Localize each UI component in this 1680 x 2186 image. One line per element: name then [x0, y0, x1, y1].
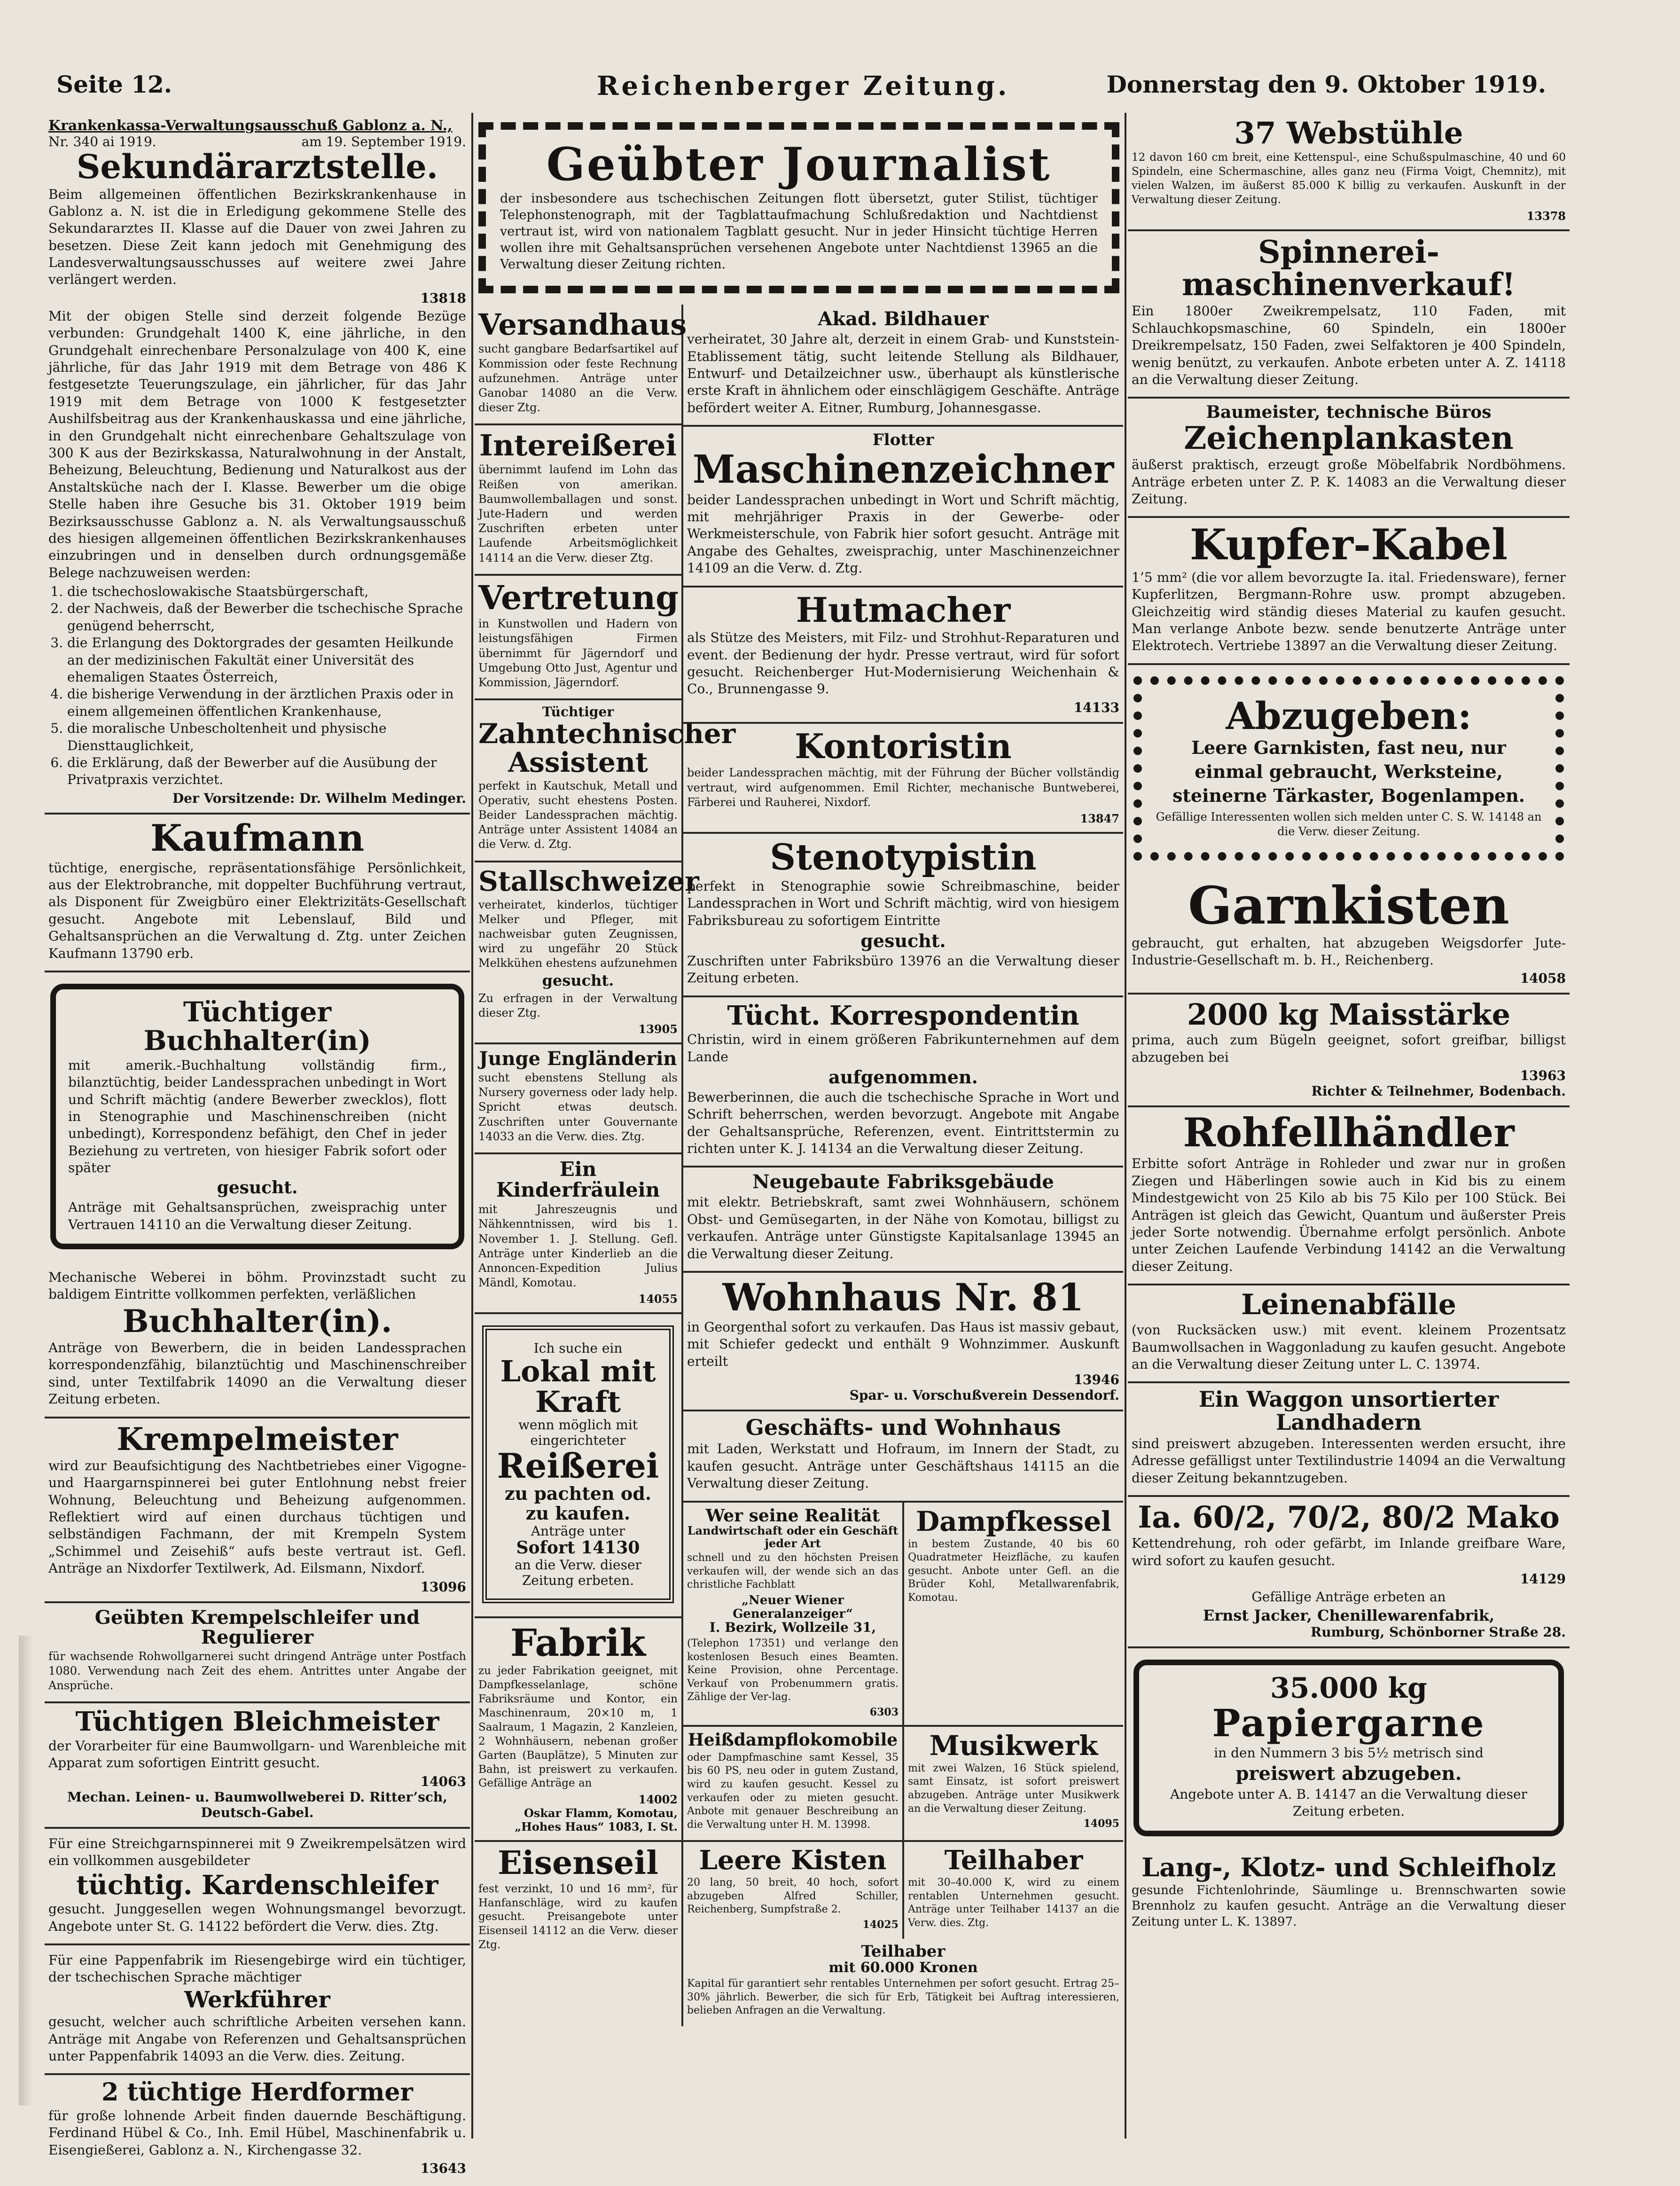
ad-lokomobile: [683, 1727, 904, 1842]
ad-title: Ia. 60/2, 70/2, 80/2 Mako: [1138, 1500, 1560, 1536]
ad-body: Mit der obigen Stelle sind derzeit folgende Bezüge verbunden: Grundgehalt 1400 K, eine jährliche, in den Grundgehalt einrechenbare Personalzulage von 400 K, eine jährliche, für das Jahr 1919 mit dem Betrage von 486 K festgesetzte Teuerungszulage, ein jährlicher, für das Jahr 1919 mit dem Betrage von 1000 K festgesetzter Aushilfsbeitrag aus der Krankenhauskassa und eine jährliche, in den Grundgehalt nicht einrechenbare Gehaltszulage von 300 K aus der Bezirkskassa, Naturalwohnung in der Anstalt, Beheizung, Beleuchtung, Bedienung und Naturalkost aus der Anstaltsküche nach der I. Klasse. Bewerber um die obige Stelle haben ihre Gesuche bis 31. Oktober 1919 beim Bezirksausschusse Gablonz a. N. als Verwaltungsausschuß des hiesigen allgemeinen öffentlichen Bezirkskrankenhauses einzubringen und in denselben durch ordnungsgemäße Belege nachzuweisen werden:: [48, 308, 466, 580]
ad-body: Anträge von Bewerbern, die in beiden Landessprachen korrespondenzfähig, bilanztüchtig und Maschinenschreiber sind, unter Textilfabrik 14090 an die Verwaltung dieser Zeitung erbeten.: [48, 1340, 466, 1407]
ad-title: Geübten Krempelschleifer und Regulierer: [94, 1606, 420, 1648]
ad-maschinenzeichner: [683, 427, 1123, 587]
ad-title: Heißdampflokomobile: [688, 1730, 898, 1750]
ad-body: beider Landessprachen mächtig, mit der Führung der Bücher vollständig vertraut, wird aufgenommen. Emil Richter, mechanische Buntweberei, Färberei und Rauherei, Nixdorf.: [687, 766, 1119, 809]
ad-title: Rohfellhändler: [1183, 1109, 1515, 1156]
ad-vertretung: [475, 576, 681, 700]
ad-title: Tüchtigen Bleichmeister: [75, 1706, 439, 1738]
page-header: [56, 71, 1546, 108]
ad-title: Papiergarne: [1212, 1700, 1485, 1745]
ad-title: Eisenseil: [498, 1844, 658, 1882]
ad-maisstaerke: [1128, 995, 1570, 1107]
checkered-frame: [1133, 676, 1564, 861]
ad-geschaeftshaus: [683, 1411, 1123, 1502]
ad-line: Anträge unter: [531, 1523, 625, 1539]
rounded-frame: [1133, 1660, 1564, 1836]
ad-title: Lang-, Klotz- und Schleifholz: [1141, 1852, 1556, 1882]
ad-title: Stenotypistin: [770, 836, 1037, 878]
ad-title: Buchhalter(in).: [122, 1302, 392, 1340]
ad-stenotypistin: [683, 834, 1123, 997]
ad-musikwerk: [904, 1727, 1123, 1842]
ad-title: Zahntechnischer Assistent: [478, 717, 736, 778]
ad-body: verheiratet, 30 Jahre alt, derzeit in einem Grab- und Kunststein-Etablissement tätig, sucht leitende Stellung als Bildhauer, Entwurf- und Detailzeichner usw., überhaupt als künstlerische erste Kraft in ähnlichem oder einschlägigem Geschäfte. Anträge befördert weiter A. Eitner, Rumburg, Johannesgasse.: [687, 331, 1119, 415]
ad-body: 20 lang, 50 breit, 40 hoch, sofort abzugeben Alfred Schiller, Reichenberg, Sumpfstraße 2.: [687, 1877, 899, 1916]
ad-signature: Oskar Flamm, Komotau, „Hohes Haus“ 1083, I. St.: [515, 1806, 678, 1834]
ad-code: 14055: [638, 1292, 678, 1306]
ad-title: Hutmacher: [796, 589, 1011, 630]
ad-body: schnell und zu den höchsten Preisen verkaufen will, der wende sich an das christliche Fachblatt: [687, 1552, 899, 1591]
list-item: 3. die Erlangung des Doktorgrades der gesamten Heilkunde an der medizinischen Fakultät einer Universität des ehemaligen Staates Österreich,: [67, 635, 466, 686]
ad-body: gesucht. Junggesellen wegen Wohnungsmangel bevorzugt. Angebote unter St. G. 14122 befördert die Verw. dies. Ztg.: [48, 1901, 466, 1934]
ad-kardenschleifer: [45, 1829, 470, 1945]
list-item: 1. die tschechoslowakische Staatsbürgerschaft,: [67, 583, 466, 600]
ad-pair: [683, 1503, 1123, 1727]
ad-schleifholz: [1128, 1849, 1570, 1939]
ad-code: 13643: [420, 2161, 466, 2177]
ad-footer: Angebote unter A. B. 14147 an die Verwaltung dieser Zeitung erbeten.: [1170, 1786, 1527, 1819]
ad-pair: [683, 1842, 1123, 1938]
ad-body: perfekt in Kautschuk, Metall und Operativ, sucht ehestens Posten. Beider Landessprachen mächtig. Anträge unter Assistent 14084 an die Verw. d. Ztg.: [478, 779, 678, 851]
list-item: 2. der Nachweis, daß der Bewerber die tschechische Sprache genügend beherrscht,: [67, 600, 466, 635]
ad-footer: Gefällige Interessenten wollen sich melden unter C. S. W. 14148 an die Verw. dieser Zeitung.: [1156, 810, 1542, 838]
ad-body: der insbesondere aus tschechischen Zeitungen flott übersetzt, guter Stilist, tüchtiger Telephonstenograph, mit der Tagblattaufmachung Schlußredaktion und Nachtdienst vertraut ist, wird von nationalem Tagblatt gesucht. Nur in jeder Hinsicht tüchtige Herren wollen ihre mit Gehaltsansprüchen versehenen Angebote unter Nachtdienst 13965 an die Verwaltung dieser Zeitung richten.: [500, 191, 1098, 272]
ad-signature: Ernst Jacker, Chenillewarenfabrik,: [1203, 1606, 1495, 1625]
list-item: 4. die bisherige Verwendung in der ärztlichen Praxis oder in einem allgemeinen öffentlichen Krankenhause,: [67, 686, 466, 720]
ad-title: Geschäfts- und Wohnhaus: [745, 1415, 1061, 1441]
ad-code: 13946: [1073, 1372, 1119, 1388]
ad-krempelschleifer: [45, 1603, 470, 1704]
issue-date: Donnerstag den 9. Oktober 1919.: [1106, 71, 1546, 98]
ad-body: in bestem Zustande, 40 bis 60 Quadratmeter Heizfläche, zu kaufen gesucht. Anbote unter Gefl. an die Brüder Kohl, Metallwarenfabrik, Komotau.: [908, 1538, 1119, 1604]
ad-wohnhaus: [683, 1273, 1123, 1411]
requirements-list: [67, 583, 466, 789]
ad-body: in Georgenthal sofort zu verkaufen. Das Haus ist massiv gebaut, mit Schiefer gedeckt und enthält 9 Wohnzimmer. Auskunft erteilt: [687, 1319, 1119, 1369]
ad-spinnerei: [1128, 231, 1570, 399]
ad-mako: [1128, 1497, 1570, 1648]
ad-stallschweizer: [475, 862, 699, 1044]
ad-title: Junge Engländerin: [479, 1048, 677, 1070]
ad-kontoristin: [683, 724, 1123, 834]
ad-body: oder Dampfmaschine samt Kessel, 35 bis 60 PS, neu oder in gutem Zustand, wird zu kaufen gesucht. Kessel zu verkaufen oder zu mieten gesucht. Anbote mit genauer Beschreibung an die Verwaltung unter H. M. 13998.: [687, 1751, 899, 1831]
ad-amount: mit 60.000 Kronen: [828, 1959, 978, 1976]
ad-teilhaber: [904, 1842, 1123, 1938]
ad-code: 14133: [1073, 699, 1119, 715]
ad-code: 13905: [638, 1022, 678, 1036]
ad-code: 13847: [1080, 811, 1119, 825]
ad-garnkisten: [1128, 874, 1570, 995]
ad-werkfuehrer: [45, 1945, 470, 2075]
ad-pair: [683, 1727, 1123, 1842]
ad-buchhalter-box: [45, 972, 470, 1262]
column-2: [475, 113, 1123, 2139]
ad-title: Maschinenzeichner: [692, 447, 1114, 492]
ad-footer: Zu erfragen in der Verwaltung dieser Ztg.: [478, 991, 678, 1019]
ad-address: Rumburg, Schönborner Straße 28.: [1311, 1624, 1566, 1640]
ad-body: mit zwei Walzen, 16 Stück spielend, samt Einsatz, ist sofort preiswert abzugeben. Anträge unter Musikwerk an die Verwaltung dieser Zeitung.: [908, 1762, 1119, 1815]
subcolumn-right: [683, 305, 1123, 2026]
ad-korrespondentin: [683, 997, 1123, 1168]
ad-title: Teilhaber: [861, 1942, 945, 1961]
ad-title: Garnkisten: [1188, 875, 1509, 936]
ad-line: Ich suche ein: [533, 1340, 623, 1356]
ad-title: Versandhaus: [478, 307, 687, 342]
ad-code: 14058: [1520, 971, 1566, 987]
ad-title: Lokal mit Kraft: [500, 1354, 656, 1419]
ad-body: 1’5 mm² (die vor allem bevorzugte Ia. ital. Friedensware), ferner Kupferlitzen, Bergmann-Rohre usw. prompt abzugeben. Gleichzeitig wird ständig dieses Material zu kaufen gesucht. Man verlange Anbote bezw. sende benutzerte Anträge unter Elektrotech. Vertriebe 13897 an die Verwaltung dieser Zeitung.: [1132, 569, 1566, 654]
ad-versandhaus: [475, 305, 687, 425]
column-rule: [1125, 113, 1126, 2139]
ad-leinenabfaelle: [1128, 1285, 1570, 1383]
ad-body: als Stütze des Meisters, mit Filz- und Strohhut-Reparaturen und event. der Bedienung der hydr. Presse vertraut, wird für sofort gesucht. Reichenberger Hut-Modernisierung Weichenhain & Co., Brunnengasse 9.: [687, 630, 1119, 697]
ad-sekundararzt: [45, 113, 470, 815]
ad-lokal: [475, 1314, 681, 1618]
ad-code: 13378: [1526, 209, 1566, 223]
ad-line: zu pachten od. zu kaufen.: [504, 1483, 652, 1524]
ad-body: mit Laden, Werkstatt und Hofraum, im Innern der Stadt, zu kaufen gesucht. Anträge unter Geschäftshaus 14115 an die Verwaltung dieser Zeitung.: [687, 1441, 1119, 1491]
ad-abzugeben: [1128, 665, 1570, 874]
ad-body: sucht gangbare Bedarfsartikel auf Kommission oder feste Rechnung aufzunehmen. Anträge unter Ganobar 14080 an die Verw. dieser Ztg.: [478, 342, 678, 415]
ad-realitaet: [683, 1503, 904, 1727]
ad-intro: Mechanische Weberei in böhm. Provinzstadt sucht zu baldigem Eintritte vollkommen perfekten, verläßlichen: [48, 1269, 466, 1302]
ad-title: Werkführer: [184, 1986, 330, 2013]
ad-waggon: [1128, 1383, 1570, 1497]
ad-body: in Kunstwollen und Hadern von leistungsfähigen Firmen übernimmt für Jägerndorf und Umgebung Otto Just, Agentur und Kommission, Jägerndorf.: [478, 617, 678, 689]
ad-intro: Baumeister, technische Büros: [1206, 402, 1492, 423]
ad-title: Teilhaber: [944, 1845, 1083, 1876]
ad-body: sind preiswert abzugeben. Interessenten werden ersucht, ihre Adresse gefälligst unter Textilindustrie 14094 an die Verwaltung dieser Zeitung bekanntzugeben.: [1132, 1435, 1566, 1486]
ad-body: prima, auch zum Bügeln geeignet, sofort greifbar, billigst abzugeben bei: [1132, 1032, 1566, 1065]
ad-intro: Für eine Streichgarnspinnerei mit 9 Zweikrempelsätzen wird ein vollkommen ausgebildeter: [48, 1835, 466, 1869]
ad-title: Neugebaute Fabriksgebäude: [752, 1171, 1054, 1193]
ad-title: Ein Kinderfräulein: [496, 1157, 660, 1202]
ad-kupfer-kabel: [1128, 518, 1570, 665]
ad-body: zu jeder Fabrikation geeignet, mit Dampfkesselanlage, schöne Fabriksräume und Kontor, ein Maschinenraum, 20×10 m, 1 Saalraum, 1 Magazin, 2 Kanzleien, 2 Wohnhäusern, nebenan großer Garten (Bauplätze), 5 Minuten zur Bahn, ist preiswert zu verkaufen. Gefällige Anträge an: [478, 1665, 678, 1790]
ad-body: in den Nummern 3 bis 5½ metrisch sind: [1214, 1745, 1484, 1761]
ad-title: Intereißerei: [479, 428, 677, 463]
page-number: Seite 12.: [56, 71, 172, 98]
ad-body: wird zur Beaufsichtigung des Nachtbetriebes einer Vigogne- und Haargarnspinnerei bei guter Entlohnung nebst freier Wohnung, Beleuchtung und Beheizung aufgenommen. Reflektiert wird auf einen durchaus tüchtigen und selbständigen Fachmann, der mit Krempeln System „Schimmel und Zeisehiß“ aufs beste vertraut ist. Gefl. Anträge an Nixdorfer Textilwerk, Ad. Eilsmann, Nixdorf.: [48, 1457, 466, 1576]
ad-body: gesunde Fichtenlohrinde, Säumlinge u. Brennschwarten sowie Brennholz zu kaufen gesucht. Anträge an die Verwaltung dieser Zeitung unter L. K. 13897.: [1132, 1883, 1566, 1929]
ad-body: Christin, wird in einem größeren Fabrikunternehmen auf dem Lande: [687, 1032, 1119, 1065]
ad-herdformer: [45, 2075, 470, 2183]
ad-emphasis: gesucht.: [217, 1177, 298, 1198]
ad-items: Leere Garnkisten, fast neu, nur einmal gebraucht, Werksteine, steinerne Tärkaster, Bogenlampen.: [1172, 737, 1525, 807]
ad-bildhauer: [683, 305, 1123, 427]
ad-title: Reißerei: [497, 1446, 659, 1486]
ad-title: Kupfer-Kabel: [1189, 520, 1508, 570]
ad-body: mit Jahreszeugnis und Nähkenntnissen, wird bis 1. November 1. J. Stellung. Gefl. Anträge unter Kinderlieb an die Annoncen-Expedition Julius Mändl, Komotau.: [478, 1203, 678, 1290]
column-frame: [482, 1325, 674, 1603]
ad-title: Vertretung: [478, 578, 679, 617]
ad-title: Tüchtiger Buchhalter(in): [143, 996, 371, 1057]
ad-krempelmeister: [45, 1418, 470, 1603]
ad-subtitle: Landwirtschaft oder ein Geschäft jeder Art: [687, 1524, 899, 1550]
ad-teilhaber-60000: [683, 1939, 1123, 2026]
ad-title: Leere Kisten: [699, 1845, 887, 1876]
ad-title: Wer seine Realität: [705, 1505, 880, 1526]
ad-title: Stallschweizer: [478, 865, 699, 897]
ad-body: für wachsende Rohwollgarnerei sucht dringend Anträge unter Postfach 1080. Verwendung nach Zeit des ehem. Antrittes unter Angabe der Ansprüche.: [48, 1649, 466, 1692]
ad-body: Kettendrehung, roh oder gefärbt, im Inlande greifbare Ware, wird sofort zu kaufen gesucht.: [1132, 1536, 1566, 1568]
ad-webstuehle: [1128, 113, 1570, 231]
ad-org: Krankenkassa-Verwaltungsausschuß Gablonz a. N.,: [48, 118, 453, 134]
ad-code: 14002: [638, 1793, 678, 1807]
ad-code: 13963: [1520, 1068, 1566, 1084]
ad-journalist: [475, 113, 1123, 305]
ad-body: (Telephon 17351) und verlange den kostenlosen Besuch eines Beamten. Keine Provision, ohne Percentage. Verkauf von Probenummern gratis. Zählige der Ver-lag.: [687, 1638, 899, 1703]
masthead: Reichenberger Zeitung.: [597, 71, 1010, 102]
ad-title: Spinnerei-maschinenverkauf!: [1182, 233, 1516, 303]
ad-title: Musikwerk: [929, 1729, 1098, 1762]
ad-title: Tücht. Korrespondentin: [727, 1000, 1079, 1031]
ad-body: Erbitte sofort Anträge in Rohleder und zwar nur in großen Ziegen und Häberlingen sowie auch in Kid bis zu einem Mindestgewicht von 25 Kilo ab bis 75 Kilo per 100 Stück. Bei Anträgen ist gleich das Gewicht, Quantum und äußerster Preis jeder Sorte notwendig. Übernahme erfolgt persönlich. Anbote unter Zeichen Laufende Verbindung 14142 an die Verwaltung dieser Zeitung.: [1132, 1156, 1566, 1274]
ad-body: verheiratet, kinderlos, tüchtiger Melker und Pfleger, mit nachweisbar guten Zeugnissen, wird zu ungefähr 20 Stück Melkkühen ehestens aufzunehmen: [478, 898, 678, 970]
ad-code: 13096: [420, 1579, 466, 1595]
ad-title: 37 Webstühle: [1234, 116, 1463, 151]
ad-title: Krempelmeister: [117, 1420, 398, 1457]
ad-body: mit elektr. Betriebskraft, samt zwei Wohnhäusern, schönem Obst- und Gemüsegarten, in der Nähe von Komotau, billigst zu verkaufen. Anträge unter Günstigste Kapitalsanlage 13945 an die Verwaltung dieser Zeitung.: [687, 1194, 1119, 1261]
ad-body: Ein 1800er Zweikrempelsatz, 110 Faden, mit Schlauchkopsmaschine, 60 Spindeln, ein 1800er Dreikrempelsatz, 150 Faden, zwei Selfaktoren je 400 Spindeln, wenig benützt, zu verkaufen. Anbote erbeten unter A. Z. 14118 an die Verwaltung dieser Zeitung.: [1132, 303, 1566, 387]
ad-body: mit amerik.-Buchhaltung vollständig firm., bilanztüchtig, beider Landessprachen unbedingt in Wort und Schrift mächtig (andere Bewerber zwecklos), flott in Stenographie und Maschinenschreiben (nicht unbedingt), Korrespondenz befähigt, den Chef in jeder Beziehung zu vertreten, von hiesiger Fabrik sofort oder später: [68, 1057, 446, 1176]
ad-title: 2000 kg Maisstärke: [1187, 997, 1511, 1032]
ad-fabrik: [475, 1618, 681, 1842]
ad-code: 14095: [1083, 1818, 1119, 1830]
ad-body: 12 davon 160 cm breit, eine Kettenspul-, eine Schußspulmaschine, 40 und 60 Spindeln, eine Schermaschine, alles ganz neu (Firma Voigt, Chemnitz), mit vielen Walzen, im äußerst 85.000 K billig zu verkaufen. Auskunft in der Verwaltung dieser Zeitung.: [1132, 151, 1566, 206]
ad-code: 14025: [862, 1918, 899, 1931]
ad-footer: Zuschriften unter Fabriksbüro 13976 an die Verwaltung dieser Zeitung erbeten.: [687, 953, 1119, 986]
ad-title: Ein Waggon unsortierter Landhadern: [1198, 1387, 1499, 1435]
ad-code: 6303: [869, 1706, 899, 1718]
ad-name: „Neuer Wiener Generalanzeiger“: [733, 1593, 853, 1621]
ad-body: fest verzinkt, 10 und 16 mm², für Hanfanschläge, wird zu kaufen gesucht. Preisangebote unter Eisenseil 14112 an die Verw. dieser Ztg.: [478, 1882, 678, 1951]
ad-rohfellhaendler: [1128, 1107, 1570, 1285]
ad-body: übernimmt laufend im Lohn das Reißen von amerikan. Baumwollemballagen und sonst. Jute-Hadern und werden Zuschriften erbeten unter Laufende Arbeitsmöglichkeit 14114 an die Verw. dieser Ztg.: [478, 463, 678, 564]
ad-body: für große lohnende Arbeit finden dauernde Beschäftigung. Ferdinand Hübel & Co., Inh. Emil Hübel, Maschinenfabrik u. Eisengießerei, Gablonz a. N., Kirchengasse 32.: [48, 2108, 466, 2158]
zigzag-frame: [478, 122, 1119, 293]
ad-title: 35.000 kg: [1270, 1671, 1428, 1705]
ad-zeichenplankasten: [1128, 399, 1570, 518]
rounded-frame: [50, 984, 464, 1249]
list-item: 6. die Erklärung, daß der Bewerber auf die Ausübung der Privatpraxis verzichtet.: [67, 754, 466, 789]
ad-body: gesucht, welcher auch schriftliche Arbeiten versehen kann. Anträge mit Angabe von Referenzen und Gehaltsansprüchen unter Pappenfabrik 14093 an die Verw. dies. Zeitung.: [48, 2014, 466, 2064]
ad-line: wenn möglich mit eingerichteter: [518, 1417, 638, 1449]
ad-body: (von Rucksäcken usw.) mit event. kleinem Prozentsatz Baumwollsachen in Waggonladung zu kaufen gesucht. Angebote an die Verwaltung dieser Zeitung unter L. C. 13974.: [1132, 1322, 1566, 1372]
ad-signature: Der Vorsitzende: Dr. Wilhelm Medinger.: [172, 790, 466, 806]
ad-date: am 19. September 1919.: [301, 134, 466, 149]
ad-footer: Anträge mit Gehaltsansprüchen, zweisprachig unter Vertrauen 14110 an die Verwaltung dieser Zeitung.: [68, 1199, 446, 1232]
ad-signature: Richter & Teilnehmer, Bodenbach.: [1311, 1083, 1566, 1099]
ad-title: Kaufmann: [150, 816, 365, 860]
subcolumns: [475, 305, 1123, 2026]
ad-englaenderin: [475, 1044, 681, 1154]
ad-body: mit 30–40.000 K, wird zu einem rentablen Unternehmen gesucht. Anträge unter Teilhaber 14137 an die Verw. dies. Ztg.: [908, 1877, 1119, 1929]
ad-fabriksgebaeude: [683, 1167, 1123, 1273]
ad-body: tüchtige, energische, repräsentationsfähige Persönlichkeit, aus der Elektrobranche, mit doppelter Buchführung vertraut, als Disponent für Zweigbüro einer Elektrizitäts-Gesellschaft gesucht. Angebote mit Lebenslauf, Bild und Gehaltsansprüchen an die Verwaltung d. Ztg. unter Zeichen Kaufmann 13790 erb.: [48, 860, 466, 961]
ad-code: 13818: [420, 290, 466, 306]
ad-title: 2 tüchtige Herdformer: [102, 2078, 413, 2107]
subcolumn-left: [475, 305, 736, 2026]
ad-code: Sofort 14130: [516, 1537, 640, 1558]
ad-title: Zeichenplankasten: [1184, 419, 1514, 456]
ad-title: Dampfkessel: [915, 1505, 1112, 1537]
ad-reisserei: [475, 425, 681, 575]
ad-title: Fabrik: [510, 1621, 646, 1665]
ad-kinderfraeulein: [475, 1154, 681, 1314]
ad-kaufmann: [45, 815, 470, 972]
column-1: [45, 113, 470, 2177]
ad-body: perfekt in Stenographie sowie Schreibmaschine, beider Landessprachen in Wort und Schrift mächtig, wird von hiesigem Fabriksbureau zu sofortigem Eintritte: [687, 878, 1119, 928]
ad-leere-kisten: [683, 1842, 904, 1938]
ad-title: Akad. Bildhauer: [818, 308, 989, 330]
ad-title: Kontoristin: [795, 726, 1012, 766]
ad-title: tüchtig. Kardenschleifer: [76, 1869, 438, 1901]
ad-body: der Vorarbeiter für eine Baumwollgarn- und Warenbleiche mit Apparat zum sofortigen Eintritt gesucht.: [48, 1738, 466, 1771]
ad-code: 14063: [420, 1773, 466, 1789]
page-fold-shadow: [19, 1636, 33, 2106]
ad-emphasis: gesucht.: [860, 930, 946, 951]
ad-title: Wohnhaus Nr. 81: [722, 1275, 1084, 1320]
ad-signature: Spar- u. Vorschußverein Dessendorf.: [849, 1387, 1119, 1403]
ad-intro: Für eine Pappenfabrik im Riesengebirge wird ein tüchtiger, der tschechischen Sprache mächtiger: [48, 1952, 466, 1985]
ad-line: an die Verw. dieser Zeitung erbeten.: [515, 1557, 641, 1589]
ad-signature: Mechan. Leinen- u. Baumwollweberei D. Ritter’sch, Deutsch-Gabel.: [67, 1789, 448, 1820]
ad-papiergarne: [1128, 1648, 1570, 1849]
ad-address: I. Bezirk, Wollzeile 31,: [709, 1620, 876, 1636]
ad-emphasis: gesucht.: [542, 972, 614, 990]
ad-hutmacher: [683, 588, 1123, 724]
ad-body: Beim allgemeinen öffentlichen Bezirkskrankenhause in Gablonz a. N. ist die in Erledigung gekommene Stelle des Sekundararztes II. Klasse auf die Dauer von zwei Jahren zu besetzen. Diese Zeit kann jedoch mit Genehmigung des Landesverwaltungsausschusses auf weitere zwei Jahre verlängert werden.: [48, 186, 466, 288]
ad-body: Kapital für garantiert sehr rentables Unternehmen per sofort gesucht. Ertrag 25–30% jährlich. Bewerber, die sich für Erb, Tätigkeit bei Auftrag interessieren, belieben Anfragen an die Verwaltung.: [687, 1978, 1119, 2017]
ad-footer: Bewerberinnen, die auch die tschechische Sprache in Wort und Schrift beherrschen, werden bevorzugt. Angebote mit Angabe der Gehaltsansprüche, Referenzen, event. Eintrittstermin zu richten unter K. J. 14134 an die Verwaltung dieser Zeitung.: [687, 1089, 1119, 1157]
ad-body: äußerst praktisch, erzeugt große Möbelfabrik Nordböhmens. Anträge erbeten unter Z. P. K. 14083 an die Verwaltung dieser Zeitung.: [1132, 457, 1566, 507]
ad-eisenseil: [475, 1842, 681, 1961]
ad-dampfkessel: [904, 1503, 1123, 1727]
ad-intro: Tüchtiger: [542, 704, 614, 720]
ad-emphasis: aufgenommen.: [828, 1066, 978, 1088]
ad-footer: Gefällige Anträge erbeten an: [1251, 1589, 1446, 1605]
ad-body: gebraucht, gut erhalten, hat abzugeben Weigsdorfer Jute-Industrie-Gesellschaft m. b. H., Reichenberg.: [1132, 935, 1566, 968]
ad-zahntechniker: [475, 700, 736, 862]
ad-code: 14129: [1520, 1571, 1566, 1587]
ad-buchhalter: [45, 1262, 470, 1418]
ad-body: sucht ebenstens Stellung als Nursery governess oder lady help. Spricht etwas deutsch. Zuschriften unter Gouvernante 14033 an die Verw. dies. Ztg.: [478, 1071, 678, 1143]
ad-title: Leinenabfälle: [1241, 1288, 1456, 1322]
column-3: [1128, 113, 1570, 2139]
list-item: 5. die moralische Unbescholtenheit und physische Diensttauglichkeit,: [67, 720, 466, 754]
ad-bleichmeister: [45, 1703, 470, 1829]
column-rule: [471, 113, 473, 2139]
ad-ref: Nr. 340 ai 1919.: [48, 134, 156, 149]
ad-title: Sekundärarztstelle.: [76, 147, 438, 186]
ad-emphasis: preiswert abzugeben.: [1235, 1763, 1462, 1785]
ad-body: beider Landessprachen unbedingt in Wort und Schrift mächtig, mit mehrjähriger Praxis in der Gewerbe- oder Werkmeisterschule, von Fabrik hier sofort gesucht. Anträge mit Angabe des Gehaltes, zweisprachig, unter Maschinenzeichner 14109 an die Verw. d. Ztg.: [687, 492, 1119, 576]
ad-intro: Flotter: [872, 431, 934, 450]
ad-title: Geübter Journalist: [546, 138, 1052, 191]
ad-title: Abzugeben:: [1226, 693, 1472, 738]
